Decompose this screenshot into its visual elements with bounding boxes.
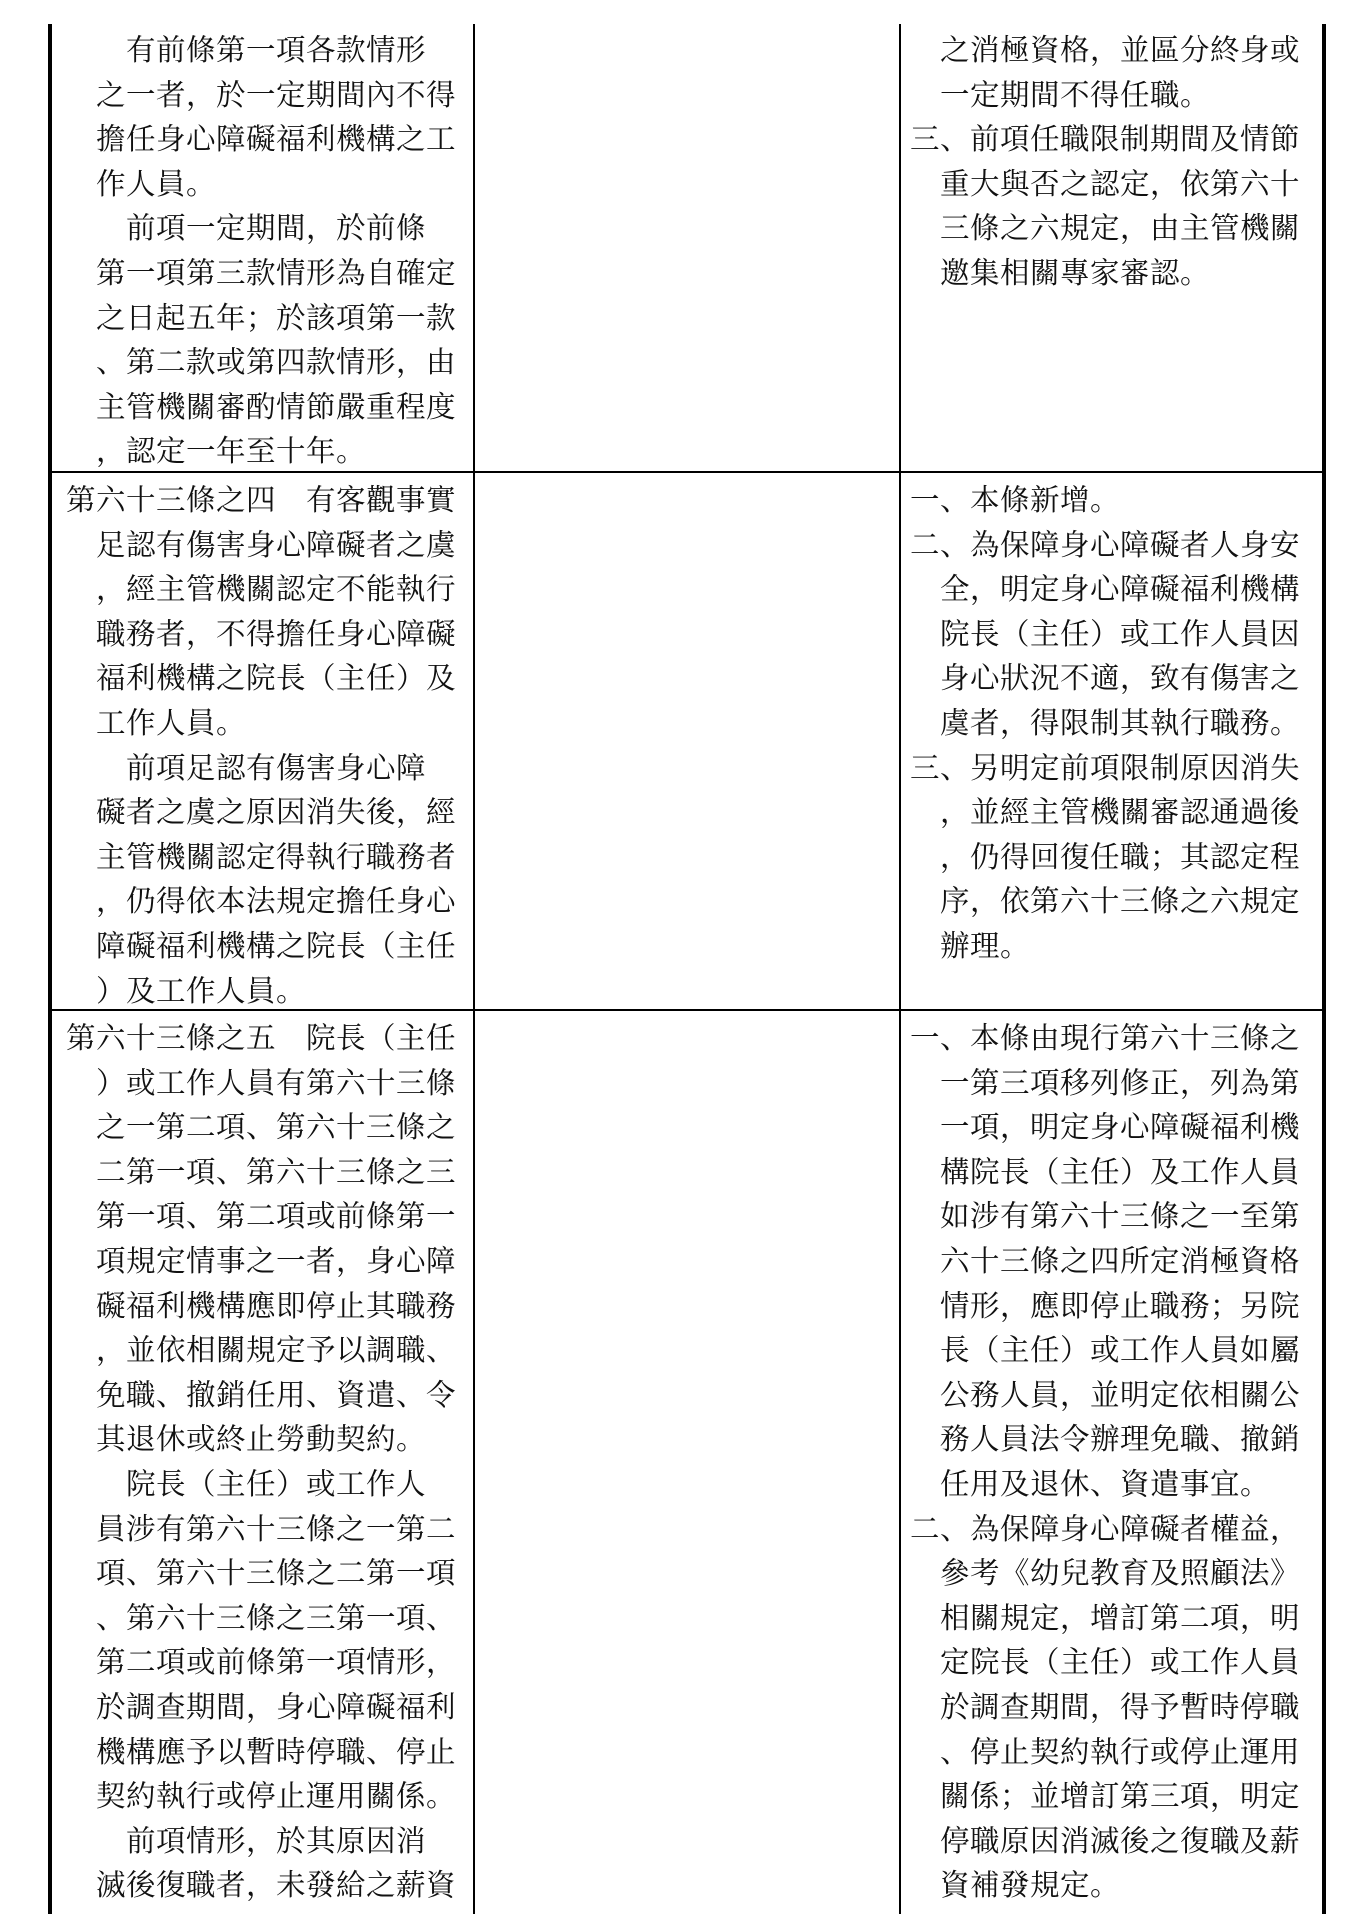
text-line: 滅後復職者，未發給之薪資 <box>66 1868 457 1903</box>
text-line: ，經主管機關認定不能執行 <box>66 572 457 607</box>
text-line: 定院長（主任）或工作人員 <box>910 1645 1301 1680</box>
column-divider-2 <box>899 24 901 1914</box>
text-line: 三、前項任職限制期間及情節 <box>910 122 1301 157</box>
text-line: 一、本條新增。 <box>910 483 1121 517</box>
text-line: 公務人員，並明定依相關公 <box>910 1377 1301 1412</box>
text-line: 院長（主任）或工作人員因 <box>910 616 1301 651</box>
text-line: ，仍得依本法規定擔任身心 <box>66 884 457 919</box>
text-line: 二第一項、第六十三條之三 <box>66 1154 457 1189</box>
text-line: 停職原因消滅後之復職及薪 <box>910 1823 1301 1858</box>
text-line: 第一項、第二項或前條第一 <box>66 1199 457 1234</box>
text-line: 擔任身心障礙福利機構之工 <box>66 122 457 157</box>
text-line: 免職、撤銷任用、資遣、令 <box>66 1377 457 1412</box>
text-line: 構院長（主任）及工作人員 <box>910 1154 1301 1189</box>
text-line: 足認有傷害身心障礙者之虞 <box>66 527 457 562</box>
text-line: 序，依第六十三條之六規定 <box>910 884 1301 919</box>
text-line: 一定期間不得任職。 <box>910 77 1211 112</box>
text-line: ）或工作人員有第六十三條 <box>66 1065 457 1100</box>
text-line: 一、本條由現行第六十三條之 <box>910 1021 1301 1055</box>
text-line: 於調查期間，身心障礙福利 <box>66 1689 457 1724</box>
text-line: 員涉有第六十三條之一第二 <box>66 1511 457 1546</box>
text-line: 重大與否之認定，依第六十 <box>910 166 1301 201</box>
row-1-explanation <box>910 28 1320 296</box>
text-line: 二、為保障身心障礙者權益， <box>910 1511 1301 1546</box>
text-line: 障礙福利機構之院長（主任 <box>66 928 457 963</box>
text-line: 其退休或終止勞動契約。 <box>66 1422 427 1457</box>
text-line: 工作人員。 <box>66 705 247 740</box>
text-line: 六十三條之四所定消極資格 <box>910 1243 1301 1278</box>
text-line: 之日起五年；於該項第一款 <box>66 300 457 335</box>
text-line: 之一者，於一定期間內不得 <box>66 77 457 112</box>
text-line: 相關規定，增訂第二項，明 <box>910 1600 1301 1635</box>
table-border-left <box>48 24 52 1914</box>
text-line: 務人員法令辦理免職、撤銷 <box>910 1422 1301 1457</box>
text-line: 三、另明定前項限制原因消失 <box>910 750 1301 785</box>
text-line: 第六十三條之四 有客觀事實 <box>66 483 457 517</box>
text-line: 契約執行或停止運用關係。 <box>66 1779 457 1814</box>
column-divider-1 <box>473 24 475 1914</box>
text-line: 情形，應即停止職務；另院 <box>910 1288 1301 1323</box>
text-line: 一第三項移列修正，列為第 <box>910 1065 1301 1100</box>
text-line: ，認定一年至十年。 <box>66 434 367 469</box>
text-line: 院長（主任）或工作人 <box>66 1466 427 1501</box>
text-line: 於調查期間，得予暫時停職 <box>910 1689 1301 1724</box>
text-line: 之消極資格，並區分終身或 <box>910 33 1301 67</box>
row-3-amended-text <box>66 1016 464 1908</box>
text-line: 辦理。 <box>910 928 1031 963</box>
text-line: 前項情形，於其原因消 <box>66 1823 427 1858</box>
text-line: 三條之六規定，由主管機關 <box>910 211 1301 246</box>
text-line: 虞者，得限制其執行職務。 <box>910 705 1301 740</box>
text-line: 如涉有第六十三條之一至第 <box>910 1199 1301 1234</box>
text-line: 資補發規定。 <box>910 1868 1121 1903</box>
row-2-amended-text <box>66 478 464 1013</box>
text-line: 職務者，不得擔任身心障礙 <box>66 616 457 651</box>
row-1-amended-text <box>66 28 464 474</box>
text-line: 一項，明定身心障礙福利機 <box>910 1110 1301 1145</box>
text-line: 前項足認有傷害身心障 <box>66 750 427 785</box>
text-line: ，並依相關規定予以調職、 <box>66 1333 457 1368</box>
row-2-explanation <box>910 478 1320 969</box>
text-line: 有前條第一項各款情形 <box>66 33 427 67</box>
text-line: ）及工作人員。 <box>66 973 307 1008</box>
text-line: ，並經主管機關審認通過後 <box>910 795 1301 830</box>
text-line: 機構應予以暫時停職、停止 <box>66 1734 457 1769</box>
text-line: 主管機關認定得執行職務者 <box>66 839 457 874</box>
row-3-explanation <box>910 1016 1320 1908</box>
table-border-right <box>1322 24 1326 1914</box>
text-line: 第一項第三款情形為自確定 <box>66 255 457 290</box>
text-line: 之一第二項、第六十三條之 <box>66 1110 457 1145</box>
text-line: 身心狀況不適，致有傷害之 <box>910 661 1301 696</box>
text-line: 長（主任）或工作人員如屬 <box>910 1333 1301 1368</box>
text-line: 全，明定身心障礙福利機構 <box>910 572 1301 607</box>
text-line: 參考《幼兒教育及照顧法》 <box>910 1556 1301 1591</box>
text-line: 礙者之虞之原因消失後，經 <box>66 795 457 830</box>
text-line: 礙福利機構應即停止其職務 <box>66 1288 457 1323</box>
text-line: 、第二款或第四款情形，由 <box>66 345 457 380</box>
text-line: 邀集相關專家審認。 <box>910 255 1211 290</box>
text-line: 作人員。 <box>66 166 217 201</box>
text-line: 關係；並增訂第三項，明定 <box>910 1779 1301 1814</box>
comparison-table <box>48 24 1326 1914</box>
text-line: 主管機關審酌情節嚴重程度 <box>66 389 457 424</box>
text-line: 第六十三條之五 院長（主任 <box>66 1021 457 1055</box>
text-line: 、第六十三條之三第一項、 <box>66 1600 457 1635</box>
text-line: 項、第六十三條之二第一項 <box>66 1556 457 1591</box>
text-line: 第二項或前條第一項情形， <box>66 1645 457 1680</box>
text-line: 二、為保障身心障礙者人身安 <box>910 527 1301 562</box>
text-line: 、停止契約執行或停止運用 <box>910 1734 1301 1769</box>
text-line: 任用及退休、資遣事宜。 <box>910 1466 1271 1501</box>
text-line: 前項一定期間，於前條 <box>66 211 427 246</box>
text-line: 項規定情事之一者，身心障 <box>66 1243 457 1278</box>
text-line: 福利機構之院長（主任）及 <box>66 661 457 696</box>
text-line: ，仍得回復任職；其認定程 <box>910 839 1301 874</box>
